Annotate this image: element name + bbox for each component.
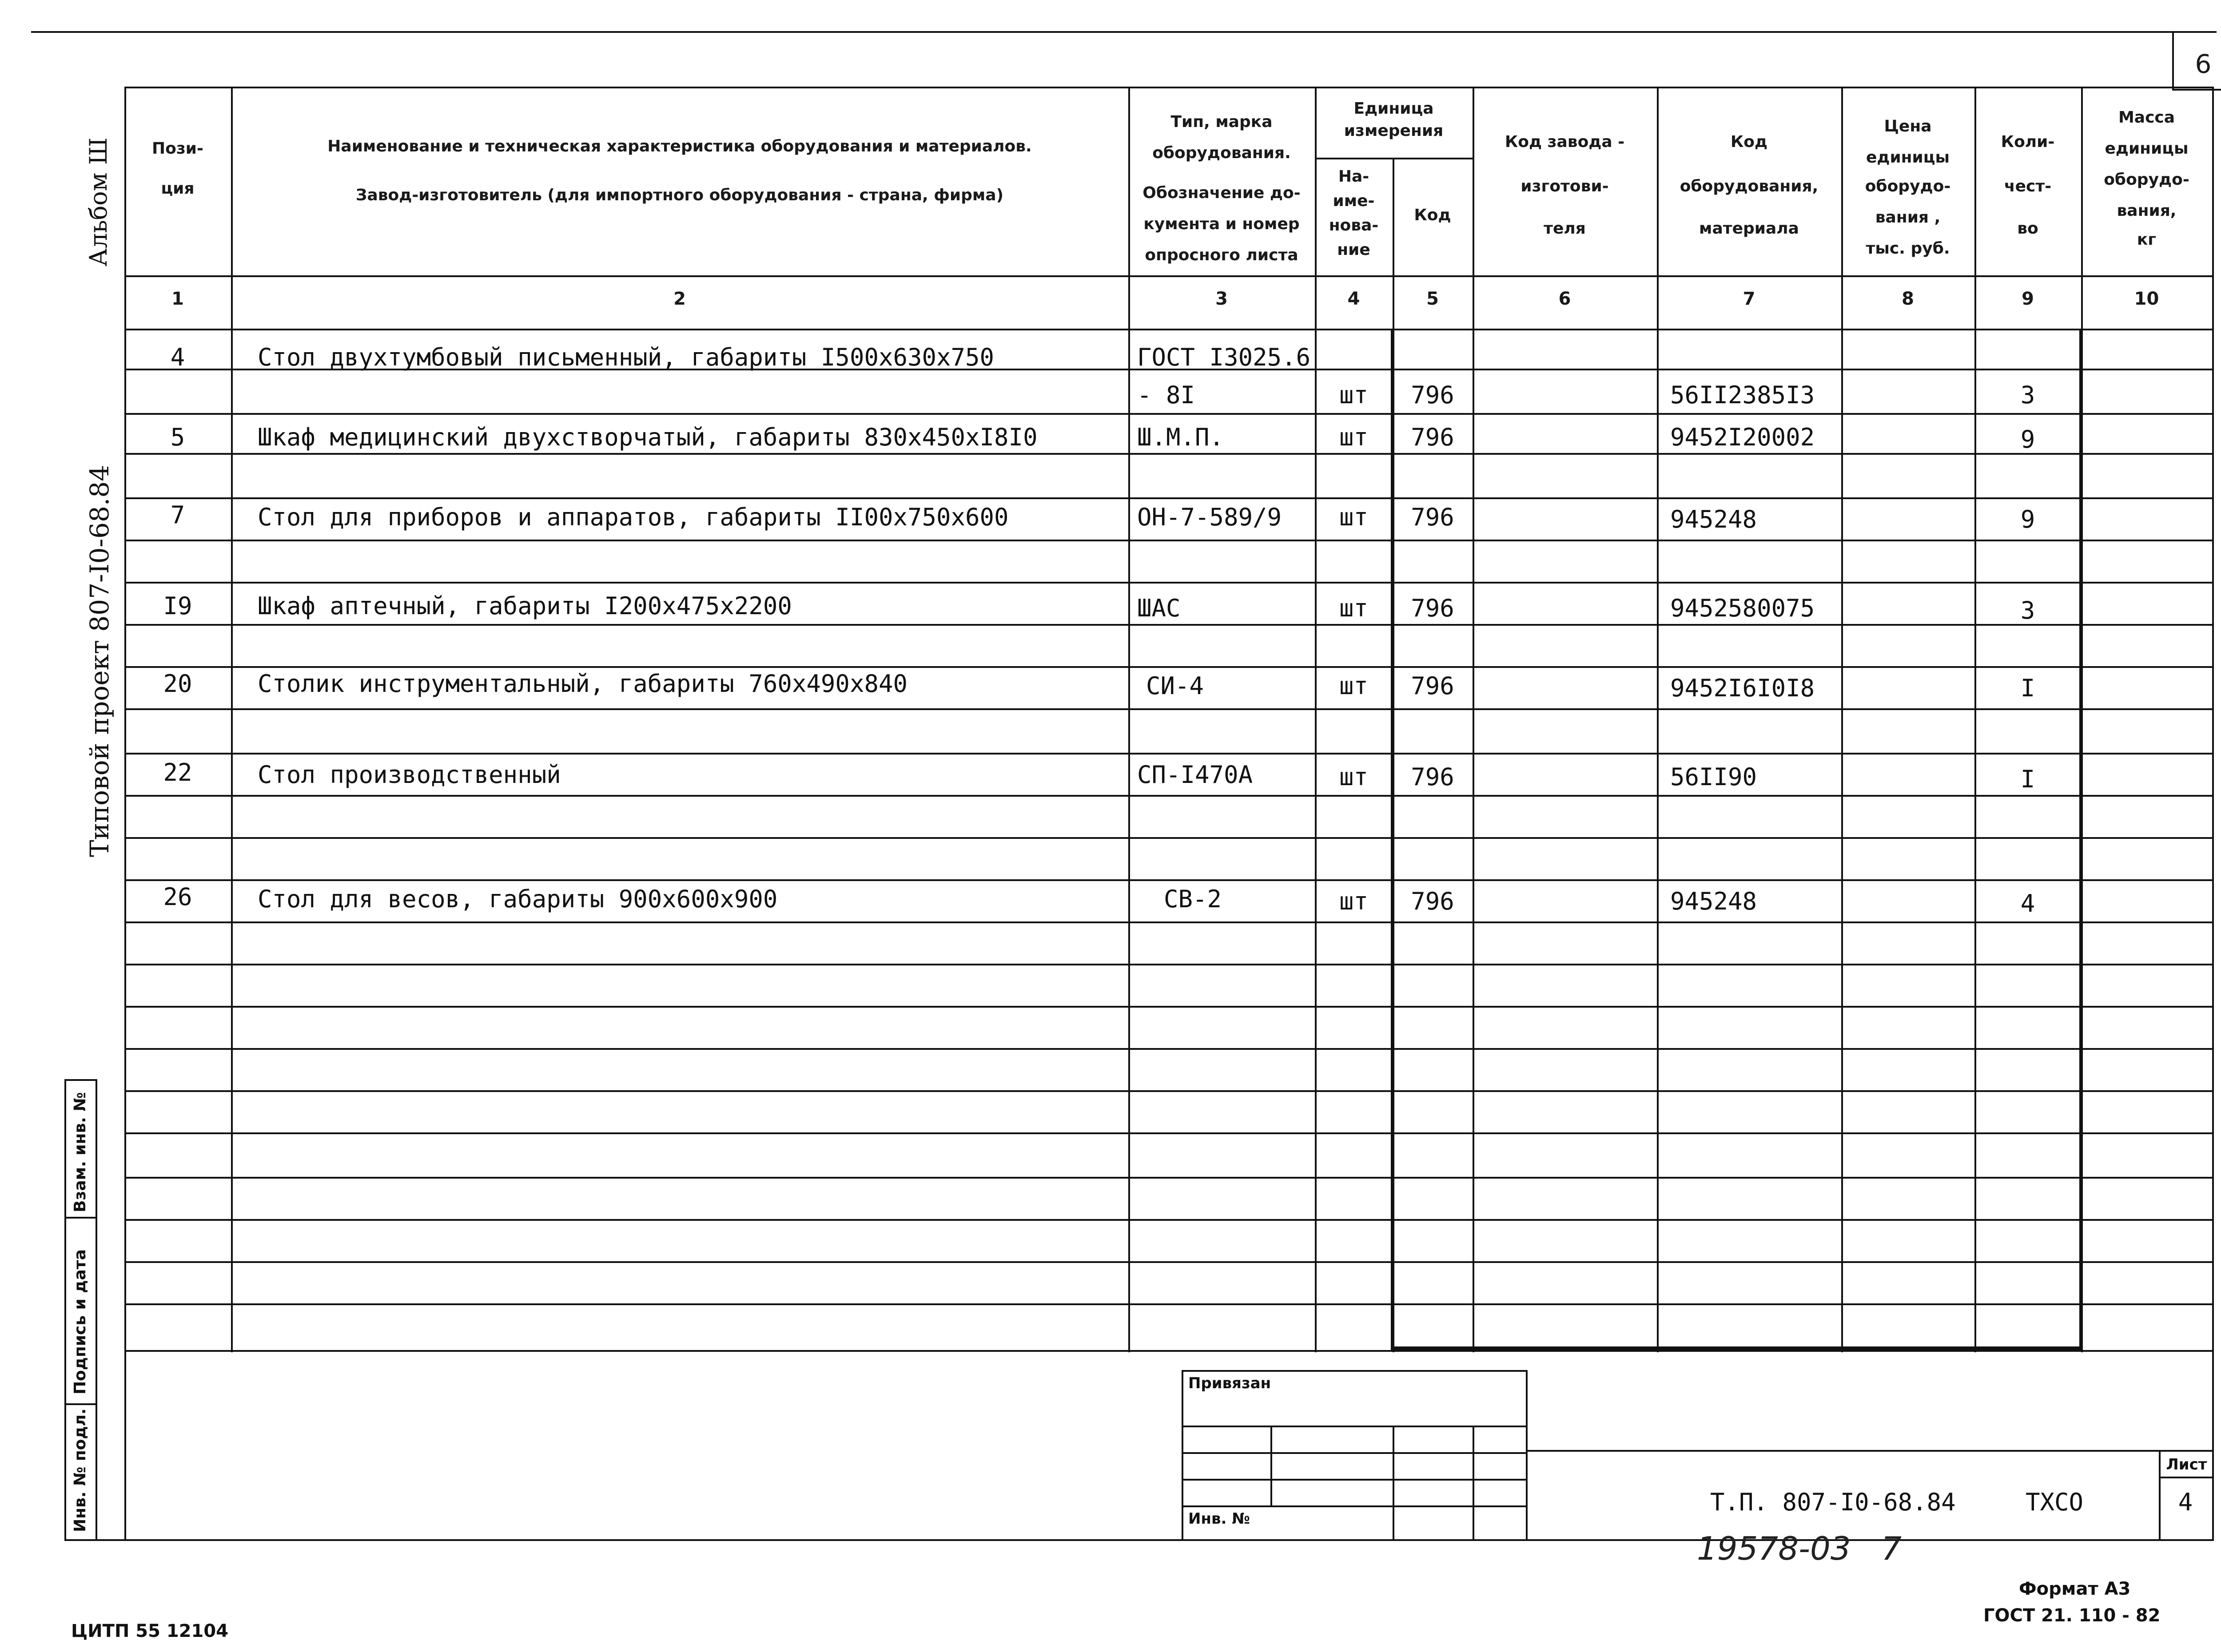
list-label: Лист: [2166, 1456, 2207, 1473]
row-name: Столик инструментальный, габариты 760x490x840: [258, 670, 908, 698]
header-qty-1: Коли-: [2001, 133, 2055, 151]
row-name: Стол для весов, габариты 900x600x900: [258, 885, 778, 913]
row-code: 796: [1411, 381, 1454, 409]
row-type: ОН-7-589/9: [1137, 503, 1282, 531]
row-qty: 3: [2020, 596, 2035, 624]
header-mass-1: Масса: [2118, 108, 2175, 127]
row-qty: I: [2020, 765, 2035, 793]
row-pos: 20: [163, 670, 192, 698]
list-number: 4: [2178, 1488, 2193, 1516]
stamp-podpis-label: Подпись и дата: [71, 1249, 89, 1394]
stamp-line: [64, 1079, 96, 1081]
format-label: Формат А3: [2019, 1579, 2131, 1599]
header-type-1: Тип, марка: [1170, 113, 1273, 131]
row-line: [124, 1219, 2212, 1221]
row-qty: I: [2020, 674, 2035, 702]
stamp-inv-label: Инв. № подл.: [71, 1408, 89, 1532]
row-unit: шт: [1339, 887, 1369, 915]
title-block-top: [1526, 1450, 2212, 1452]
header-unit-group-1: Единица: [1353, 99, 1434, 118]
header-unit-group-2: измерения: [1344, 122, 1444, 140]
row-type: ШАС: [1137, 594, 1181, 622]
row-line: [124, 964, 2212, 965]
row-unit: шт: [1339, 672, 1369, 700]
privyazan-col: [1270, 1426, 1272, 1505]
col-number: 2: [673, 289, 686, 309]
header-pos-1: Пози-: [152, 139, 203, 158]
row-line: [124, 540, 2212, 541]
privyazan-col: [1473, 1426, 1474, 1539]
row-line: [124, 1048, 2212, 1050]
header-equip-3: материала: [1699, 219, 1799, 238]
privyazan-top: [1182, 1370, 1526, 1372]
col-line: [1657, 87, 1659, 1352]
thick-box-bottom: [1391, 1346, 2083, 1350]
row-qty: 9: [2020, 425, 2035, 453]
row-name: Стол двухтумбовый письменный, габариты I500x630x750: [258, 343, 995, 371]
row-name: Стол производственный: [258, 761, 561, 789]
row-type: ГОСТ I3025.6: [1137, 343, 1311, 371]
row-line: [124, 879, 2212, 881]
handwritten-number: 19578-03 7: [1697, 1530, 1902, 1567]
row-unit: шт: [1339, 763, 1369, 791]
row-type: СИ-4: [1146, 672, 1204, 700]
corner-box-left: [2172, 31, 2174, 89]
row-code: 796: [1411, 763, 1454, 791]
header-equip-1: Код: [1730, 133, 1768, 151]
table-bottom: [124, 1350, 2212, 1352]
header-unit-name-2: име-: [1333, 192, 1375, 210]
header-bottom: [124, 275, 2212, 277]
row-code: 796: [1411, 503, 1454, 531]
col-number: 4: [1347, 289, 1360, 309]
row-line: [124, 1090, 2212, 1092]
row-equip: 945248: [1670, 887, 1757, 915]
row-pos: 5: [170, 423, 185, 451]
header-factory-2: изготови-: [1520, 177, 1609, 195]
row-equip: 56II2385I3: [1670, 381, 1815, 409]
header-factory-3: теля: [1544, 219, 1586, 238]
row-line: [124, 1006, 2212, 1008]
row-pos: I9: [163, 592, 192, 620]
side-project-label: Типовой проект 807-I0-68.84: [84, 465, 115, 857]
col-line: [1315, 87, 1317, 1352]
header-qty-3: во: [2017, 219, 2038, 238]
col-number: 8: [1902, 289, 1914, 309]
col-number: 3: [1215, 289, 1228, 309]
stamp-strip-left: [64, 1079, 66, 1541]
privyazan-right: [1526, 1370, 1528, 1539]
col-line: [1128, 87, 1130, 1352]
header-mass-2: единицы: [2105, 139, 2189, 158]
row-name: Стол для приборов и аппаратов, габариты II00x750x600: [258, 503, 1009, 531]
row-line: [124, 1261, 2212, 1263]
row-equip: 9452I6I0I8: [1670, 674, 1815, 702]
stamp-strip-right: [96, 1079, 97, 1541]
row-line: [124, 1177, 2212, 1179]
row-line: [124, 624, 2212, 626]
row-code: 796: [1411, 423, 1454, 451]
header-type-4: кумента и номер: [1143, 215, 1300, 233]
row-pos: 26: [163, 883, 192, 911]
header-name-2: Завод-изготовитель (для импортного оборудования - страна, фирма): [355, 186, 1004, 204]
row-equip: 56II90: [1670, 763, 1757, 791]
row-line: [124, 1303, 2212, 1305]
header-type-2: оборудования.: [1152, 144, 1291, 162]
row-name: Шкаф аптечный, габариты I200x475x2200: [258, 592, 792, 620]
doc-txco: ТХСО: [2026, 1488, 2084, 1516]
row-code: 796: [1411, 594, 1454, 622]
row-line: [124, 795, 2212, 797]
stamp-line: [64, 1217, 96, 1219]
row-type: СП-I470А: [1137, 761, 1253, 789]
row-line: [124, 413, 2212, 415]
row-qty: 3: [2020, 381, 2035, 409]
row-qty: 4: [2020, 890, 2035, 917]
header-factory-1: Код завода -: [1505, 133, 1625, 151]
header-unit-code: Код: [1414, 206, 1451, 224]
header-name-1: Наименование и техническая характеристика оборудования и материалов.: [327, 137, 1032, 155]
row-type: Ш.М.П.: [1137, 423, 1224, 451]
row-unit: шт: [1339, 594, 1369, 622]
sheet-corner-number: 6: [2195, 49, 2212, 79]
row-qty: 9: [2020, 505, 2035, 533]
header-price-2: единицы: [1866, 148, 1950, 167]
header-unit-name-3: нова-: [1329, 216, 1379, 234]
row-pos: 4: [170, 343, 185, 371]
title-block-list-line: [2159, 1477, 2212, 1478]
col-number: 6: [1558, 289, 1571, 309]
citp-label: ЦИТП 55 12104: [71, 1621, 229, 1641]
col-number: 5: [1426, 289, 1439, 309]
header-mass-4: вания,: [2117, 202, 2177, 220]
row-unit: шт: [1339, 423, 1369, 451]
header-type-5: опросного листа: [1145, 246, 1298, 264]
doc-code: Т.П. 807-I0-68.84: [1710, 1488, 1956, 1516]
stamp-vzam-label: Взам. инв. №: [71, 1092, 89, 1212]
row-unit: шт: [1339, 381, 1369, 409]
frame-right: [2212, 87, 2214, 1541]
col-line: [231, 87, 233, 1352]
header-price-4: вания ,: [1875, 208, 1941, 226]
privyazan-label: Привязан: [1188, 1374, 1271, 1392]
row-line: [124, 582, 2212, 584]
col-number: 10: [2134, 289, 2159, 309]
row-type: СВ-2: [1164, 885, 1222, 913]
row-equip: 9452I20002: [1670, 423, 1815, 451]
stamp-line: [64, 1403, 96, 1405]
gost-label: ГОСТ 21. 110 - 82: [1983, 1605, 2161, 1626]
row-code: 796: [1411, 887, 1454, 915]
row-equip: 9452580075: [1670, 594, 1815, 622]
row-line: [124, 708, 2212, 710]
header-mass-5: кг: [2137, 230, 2157, 249]
header-equip-2: оборудования,: [1680, 177, 1819, 195]
header-mass-3: оборудо-: [2104, 171, 2189, 189]
thick-box-right: [2079, 329, 2083, 1350]
side-album-label: Альбом Ш: [84, 137, 112, 266]
col-number: 1: [171, 289, 184, 309]
col-line: [1974, 87, 1976, 1352]
row-pos: 22: [163, 758, 192, 786]
header-price-3: оборудо-: [1865, 177, 1951, 195]
row-line: [124, 753, 2212, 755]
row-type-cont: - 8I: [1137, 381, 1195, 409]
row-line: [124, 453, 2212, 455]
col-number: 9: [2022, 289, 2034, 309]
inv-no-label: Инв. №: [1188, 1510, 1250, 1528]
row-code: 796: [1411, 672, 1454, 700]
top-rule: [31, 31, 2217, 33]
row-name: Шкаф медицинский двухстворчатый, габариты 830x450xI8I0: [258, 423, 1038, 451]
privyazan-col: [1393, 1426, 1394, 1539]
row-pos: 7: [170, 501, 185, 529]
row-unit: шт: [1339, 503, 1369, 531]
thick-box-left: [1391, 329, 1394, 1350]
frame-top: [124, 87, 2212, 88]
header-pos-2: ция: [161, 179, 195, 198]
header-qty-2: чест-: [2004, 177, 2052, 195]
header-unit-name-1: На-: [1338, 167, 1369, 186]
row-line: [124, 837, 2212, 839]
row-line: [124, 497, 2212, 499]
privyazan-left: [1182, 1370, 1183, 1539]
header-price-1: Цена: [1884, 117, 1932, 135]
row-line: [124, 666, 2212, 668]
row-equip: 945248: [1670, 505, 1757, 533]
col-line: [1841, 87, 1843, 1352]
row-line: [124, 1132, 2212, 1134]
col-number: 7: [1743, 289, 1755, 309]
row-line: [124, 921, 2212, 923]
header-unit-name-4: ние: [1337, 241, 1370, 259]
col-line: [1473, 87, 1474, 1352]
colnum-bottom: [124, 329, 2212, 330]
header-price-5: тыс. руб.: [1866, 239, 1950, 258]
header-type-3: Обозначение до-: [1142, 184, 1301, 202]
